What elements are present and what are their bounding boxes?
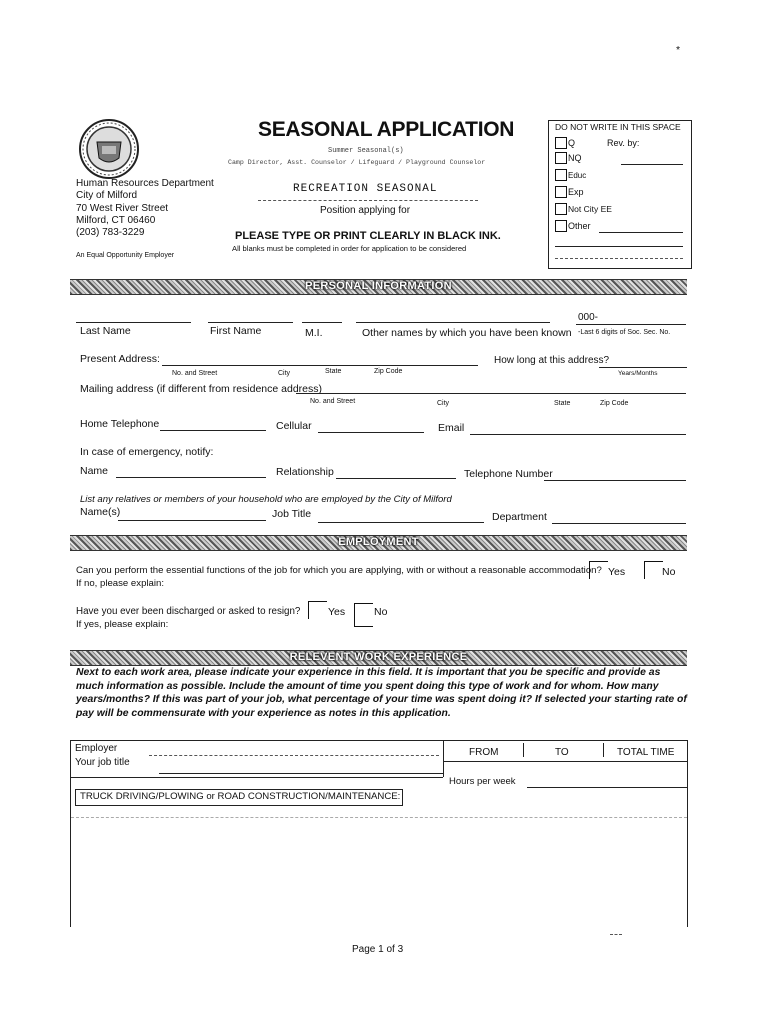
dept-line: Human Resources Department	[76, 178, 214, 189]
office-use-box	[548, 120, 692, 269]
band-title: RELEVENT WORK EXPERIENCE	[289, 651, 468, 663]
office-checkbox-q[interactable]	[555, 137, 567, 149]
city-seal-logo	[78, 118, 140, 180]
present-zip: Zip Code	[374, 368, 403, 375]
from-label: FROM	[469, 747, 499, 758]
mailing-city: City	[437, 400, 450, 407]
office-item-educ: Educ	[568, 171, 587, 180]
work-experience-band	[70, 650, 687, 666]
relatives-note: List any relatives or members of your household who are employed by the City of Milford	[80, 494, 452, 505]
dept-line: Milford, CT 06460	[76, 214, 156, 226]
q1-yes-checkbox[interactable]	[589, 561, 608, 579]
dept-line: 70 West River Street	[76, 202, 169, 214]
band-title: EMPLOYMENT	[338, 536, 419, 548]
position-value[interactable]: RECREATION SEASONAL	[293, 183, 438, 195]
hours-per-week-label: Hours per week	[449, 776, 516, 787]
q2-yes-label: Yes	[328, 606, 346, 618]
office-item-other: Other	[568, 221, 591, 231]
emergency-label: In case of emergency, notify:	[80, 446, 214, 458]
office-use-title: DO NOT WRITE IN THIS SPACE	[555, 122, 681, 132]
present-state: State	[325, 368, 342, 375]
email-label: Email	[438, 422, 465, 434]
discharged-question: Have you ever been discharged or asked to resign?	[76, 606, 301, 617]
q1-no-checkbox[interactable]	[644, 561, 663, 579]
q1-yes-label: Yes	[608, 566, 626, 578]
band-title: PERSONAL INFORMATION	[305, 280, 452, 292]
office-checkbox-not-city-ee[interactable]	[555, 203, 567, 215]
office-checkbox-other[interactable]	[555, 220, 567, 232]
form-subtitle: Summer Seasonal(s)	[328, 147, 404, 155]
mi-label: M.I.	[305, 327, 323, 339]
q2-explain-label: If yes, please explain:	[76, 619, 169, 630]
years-months-label: Years/Months	[618, 370, 658, 377]
office-checkbox-nq[interactable]	[555, 152, 567, 164]
other-names-label: Other names by which you have been known	[362, 327, 572, 339]
department-address	[76, 178, 214, 239]
corner-mark: *	[676, 44, 681, 56]
instruction-sub: All blanks must be completed in order for application to be considered	[232, 244, 467, 253]
position-label: Position applying for	[320, 205, 411, 216]
q1-no-label: No	[662, 566, 676, 578]
ssn-label: -Last 6 digits of Soc. Sec. No.	[578, 329, 671, 336]
eoe-note: An Equal Opportunity Employer	[76, 252, 175, 259]
to-label: TO	[555, 747, 569, 758]
last-name-label: Last Name	[80, 325, 131, 337]
job-title-label: Job Title	[272, 508, 312, 520]
positions-line: Camp Director, Asst. Counselor / Lifeguard / Playground Counselor	[228, 159, 486, 166]
mailing-state: State	[554, 400, 571, 407]
q2-no-label: No	[374, 606, 388, 618]
personal-information-band	[70, 279, 687, 295]
page-number: Page 1 of 3	[352, 944, 404, 955]
first-name-label: First Name	[210, 325, 262, 337]
your-job-title-label: Your job title	[75, 757, 130, 768]
ssn-prefix: 000-	[578, 312, 599, 323]
rev-by-label: Rev. by:	[607, 138, 640, 148]
q2-no-checkbox[interactable]	[354, 603, 373, 627]
essential-functions-question: Can you perform the essential functions of the job for which you are applying, with or without a reasonable accommodation?	[76, 565, 602, 576]
relationship-label: Relationship	[276, 466, 334, 478]
experience-instructions: Next to each work area, please indicate your experience in this field. It is important that you be specific and provide as much information as possible. Include the amount of time you spent doing this type of work and for whom. How many years/months? If this was part of your job, what percentage of your time was spent doing it? If selected your starting rate of pay will be commensurate with your experience as notes in this application.	[76, 667, 687, 719]
q2-yes-checkbox[interactable]	[308, 601, 327, 619]
present-city: City	[278, 370, 291, 377]
employment-band	[70, 535, 687, 551]
instruction-main: PLEASE TYPE OR PRINT CLEARLY IN BLACK INK.	[235, 230, 501, 242]
present-address-label: Present Address:	[80, 353, 160, 365]
total-time-label: TOTAL TIME	[617, 747, 675, 758]
how-long-label: How long at this address?	[494, 355, 610, 366]
dept-line: City of Milford	[76, 190, 138, 202]
employer-label: Employer	[75, 743, 118, 754]
form-title: SEASONAL APPLICATION	[258, 118, 515, 141]
mailing-zip: Zip Code	[600, 400, 629, 407]
telephone-number-label: Telephone Number	[464, 468, 553, 480]
cellular-label: Cellular	[276, 420, 312, 432]
present-no-street: No. and Street	[172, 370, 218, 377]
office-item-exp: Exp	[568, 187, 584, 197]
names-label: Name(s)	[80, 506, 121, 518]
category-box	[75, 789, 403, 806]
category-label: TRUCK DRIVING/PLOWING or ROAD CONSTRUCTION/MAINTENANCE:	[80, 791, 401, 802]
dept-line: (203) 783-3229	[76, 227, 145, 239]
q1-explain-label: If no, please explain:	[76, 578, 165, 589]
office-item-not-city-ee: Not City EE	[568, 204, 612, 214]
emergency-name-label: Name	[80, 465, 109, 477]
office-checkbox-exp[interactable]	[555, 186, 567, 198]
office-item-nq: NQ	[568, 153, 582, 163]
office-checkbox-educ[interactable]	[555, 169, 567, 181]
office-item-q: Q	[568, 138, 576, 148]
mailing-address-label: Mailing address (if different from residence address)	[80, 383, 322, 395]
mailing-no-street: No. and Street	[310, 398, 356, 405]
department-label: Department	[492, 511, 547, 523]
experience-table	[70, 740, 688, 927]
home-telephone-label: Home Telephone	[80, 418, 160, 430]
